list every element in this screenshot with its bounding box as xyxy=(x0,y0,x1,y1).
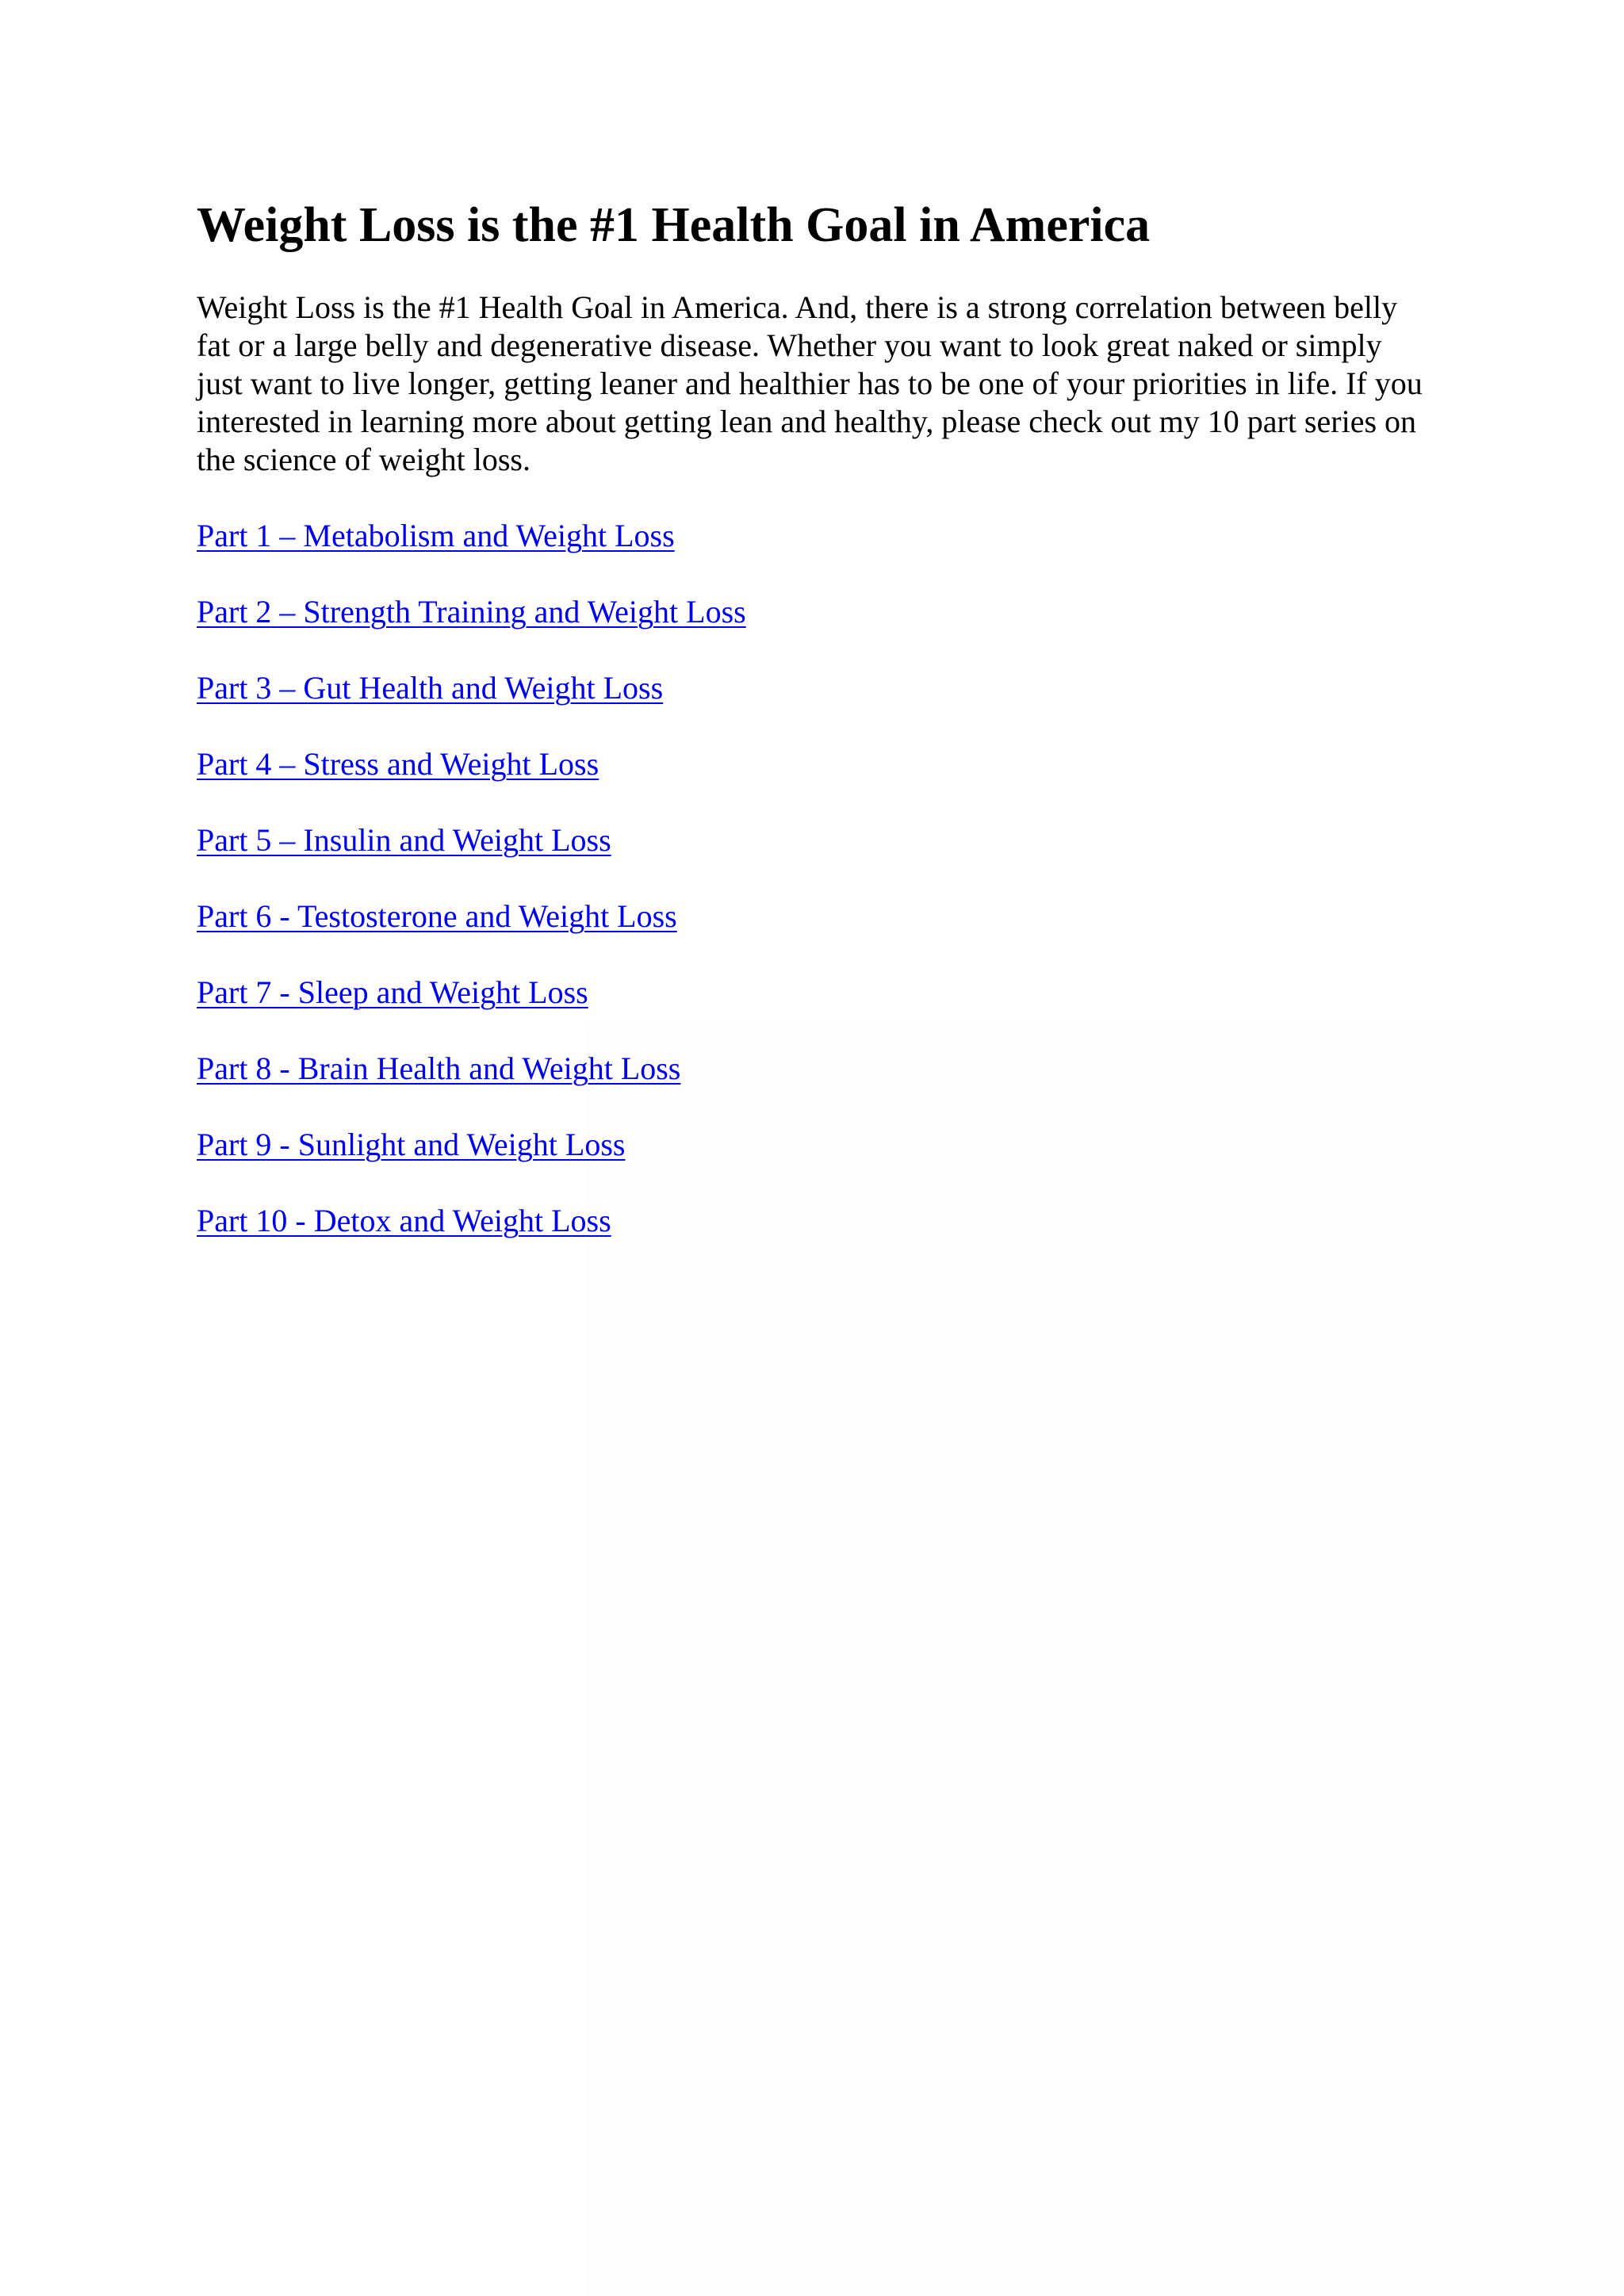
list-item xyxy=(197,1126,1434,1202)
document-title: Weight Loss is the #1 Health Goal in America xyxy=(197,198,1151,252)
list-item xyxy=(197,1202,1434,1278)
intro-paragraph: Weight Loss is the #1 Health Goal in America. And, there is a strong correlation between belly fat or a large belly and degenerative disease. Whether you want to look great naked or simply just want to live longer, getting leaner and healthier has to be one of your priorities in life. If you interested in learning more about getting lean and healthy, please check out my 10 part series on the science of weight loss. xyxy=(197,289,1423,477)
link-part-3[interactable]: Part 3 – Gut Health and Weight Loss xyxy=(197,670,664,706)
list-item xyxy=(197,1050,1434,1126)
series-link-list xyxy=(197,517,1434,1278)
list-item xyxy=(197,593,1434,669)
link-part-7[interactable]: Part 7 - Sleep and Weight Loss xyxy=(197,974,588,1010)
link-part-9[interactable]: Part 9 - Sunlight and Weight Loss xyxy=(197,1127,626,1162)
link-part-8[interactable]: Part 8 - Brain Health and Weight Loss xyxy=(197,1050,681,1086)
list-item xyxy=(197,745,1434,821)
link-part-4[interactable]: Part 4 – Stress and Weight Loss xyxy=(197,746,599,782)
list-item xyxy=(197,517,1434,593)
link-part-2[interactable]: Part 2 – Strength Training and Weight Loss xyxy=(197,594,746,629)
link-part-6[interactable]: Part 6 - Testosterone and Weight Loss xyxy=(197,898,677,934)
link-part-10[interactable]: Part 10 - Detox and Weight Loss xyxy=(197,1203,611,1238)
link-part-1[interactable]: Part 1 – Metabolism and Weight Loss xyxy=(197,518,675,553)
link-part-5[interactable]: Part 5 – Insulin and Weight Loss xyxy=(197,822,611,858)
list-item xyxy=(197,897,1434,974)
list-item xyxy=(197,669,1434,745)
list-item xyxy=(197,821,1434,897)
document-content xyxy=(197,193,1434,1278)
list-item xyxy=(197,974,1434,1050)
